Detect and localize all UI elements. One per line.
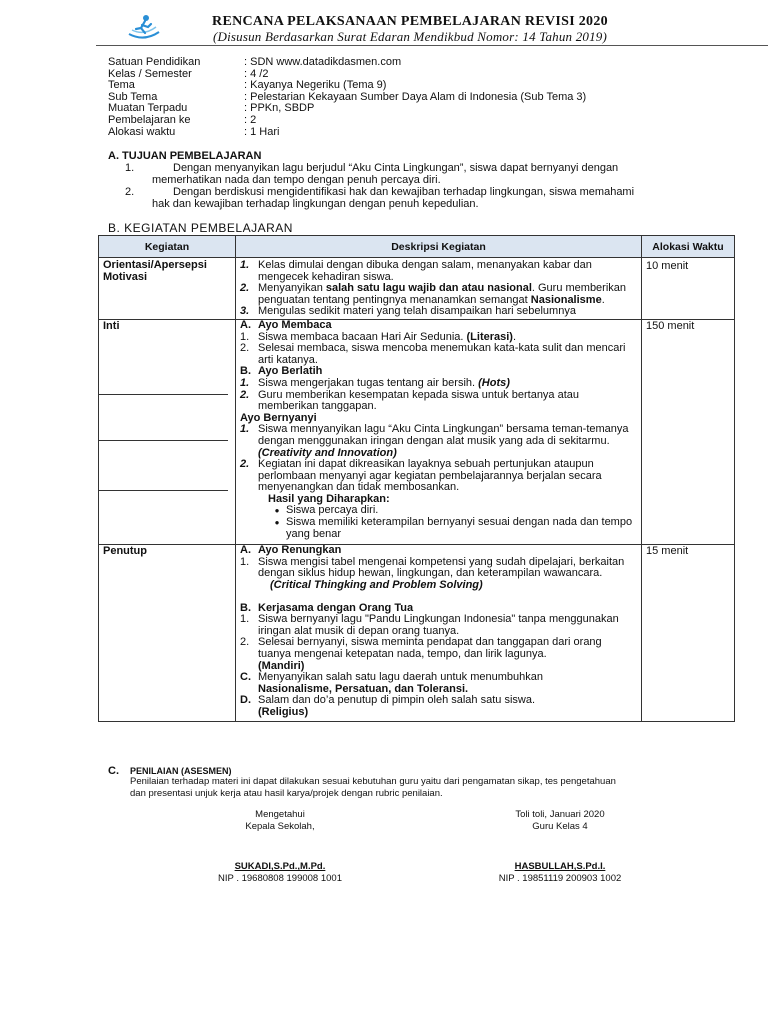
identity-row [108,127,586,139]
identity-row [108,57,586,69]
text-segment: Menyanyikan [258,282,326,295]
list-text [258,424,637,459]
activities-heading: B. KEGIATAN PEMBELAJARAN [108,221,293,235]
list-number: D. [240,694,251,707]
text-segment: Siswa mengerjakan tugas tentang air bersih. [258,376,479,389]
identity-label: Pembelajaran ke [108,113,191,126]
expected-results-title: Hasil yang Diharapkan: [268,492,390,505]
identity-value: : 1 Hari [244,125,280,138]
subsection-letter: B. [240,601,251,614]
subsection-letter: B. [240,365,251,378]
list-number: 1. [240,259,250,271]
list-item [240,378,637,390]
text-segment: Salam dan do’a penutup di pimpin oleh salah satu siswa. [258,694,536,707]
table-row [99,258,735,320]
table-divider [98,440,228,441]
subsection-text: Kerjasama dengan Orang Tua [258,601,414,614]
signature-principal [200,809,360,832]
text-segment-bold: (Mandiri) [258,659,305,672]
list-text: Mengulas sedikit materi yang telah disampaikan hari sebelumnya [258,305,576,318]
activity-time: 15 menit [642,545,735,721]
list-item [240,614,637,637]
table-row [99,319,735,544]
activity-description [236,545,642,721]
document-subtitle: (Disusun Berdasarkan Surat Edaran Mendikbud Nomor: 14 Tahun 2019) [212,29,608,44]
list-number: 2. [240,282,250,295]
identity-label: Muatan Terpadu [108,102,188,115]
activity-description [236,258,642,320]
list-item [240,306,637,318]
identity-label: Tema [108,79,135,92]
list-item [240,517,637,544]
identity-value: : SDN www.datadikdasmen.com [244,56,402,68]
subsection-text: Ayo Membaca [258,318,332,331]
identity-value: : 4 /2 [244,67,269,80]
text-segment-bold: (Critical Thingking and Problem Solving) [270,579,483,592]
list-item [240,283,637,306]
list-text: Siswa bernyanyi lagu "Pandu Lingkungan Indonesia" tanpa menggunakan iringan alat musik di depan orang tuanya. [258,613,619,637]
signature-line: Kepala Sekolah, [245,820,315,832]
assessment-letter: C. [108,765,119,777]
list-number: 1. [240,555,250,568]
list-text: Kegiatan ini dapat dikreasikan layaknya sebuah pertunjukan ataupun perlombaan menyanyi agar kegiatan pembelajarannya berjalan secara menyenangkan dan tidak membosankan. [258,458,602,494]
text-segment: . Guru memberikan penguatan tentang pentingnya menanamkan semangat [258,282,627,306]
identity-label: Alokasi waktu [108,125,176,138]
list-text: Kelas dimulai dengan dibuka dengan salam, menanyakan kabar dan mengecek kehadiran siswa. [258,259,592,283]
text-segment-bold: Nasionalisme, Persatuan, dan Toleransi. [258,682,469,695]
objective-number: 2. [125,186,135,198]
subsection-letter: A. [240,544,251,557]
signature-teacher [480,809,640,832]
assessment-text [130,776,730,799]
text-segment-bold: Nasionalisme [530,293,602,306]
list-text [258,283,637,306]
objective-text-line1: Dengan berdiskusi mengidentifikasi hak dan kewajiban terhadap lingkungan, siswa memahami [173,186,635,198]
objective-text-line2: memerhatikan nada dan tempo dengan penuh percaya diri. [152,174,441,186]
bullet-icon: ● [274,518,280,528]
list-number: 2. [240,342,250,355]
list-item [240,390,637,413]
list-number: C. [240,671,251,684]
text-segment-bold: salah satu lagu wajib dan atau nasional [325,282,532,295]
text-segment: . [512,330,517,343]
list-number: 2. [240,458,250,471]
bullet-icon: ● [274,506,280,516]
teacher-nip: NIP . 19851119 200903 1002 [498,872,622,884]
identity-block [108,57,586,138]
header-alokasi: Alokasi Waktu [642,236,735,258]
text-segment-bold: (Literasi) [466,330,513,343]
identity-value: : Kayanya Negeriku (Tema 9) [244,79,387,92]
list-text [258,637,637,672]
table-divider [98,490,228,491]
list-text: Siswa percaya diri. [286,504,379,517]
header-divider [96,45,768,46]
signature-line: Guru Kelas 4 [532,820,588,832]
list-item [240,695,637,718]
objective-number: 1. [125,162,135,174]
list-number: 1. [240,376,250,389]
text-segment: Menyanyikan salah satu lagu daerah untuk menumbuhkan [258,671,543,684]
text-segment-bold: (Religius) [258,705,309,718]
document-title: RENCANA PELAKSANAAN PEMBELAJARAN REVISI 2020 [212,14,608,29]
signature-teacher-name-block [470,861,650,884]
table-header-row [99,236,735,258]
objectives-heading: A. TUJUAN PEMBELAJARAN [108,150,262,162]
subsection-text: Ayo Renungkan [258,544,342,557]
text-segment-bold: (Creativity and Innovation) [258,446,397,459]
objective-text-line1: Dengan menyanyikan lagu berjudul “Aku Cinta Lingkungan”, siswa dapat bernyanyi dengan [173,162,619,174]
list-text [258,378,637,390]
assessment-line: Penilaian terhadap materi ini dapat dilakukan sesuai kebutuhan guru yaitu dari pengamatan sikap, tes pengetahuan [130,776,616,787]
objective-item [125,162,718,186]
activity-name: Inti [99,319,236,544]
identity-value: : Pelestarian Kekayaan Sumber Daya Alam di Indonesia (Sub Tema 3) [244,90,587,103]
list-number: 2. [240,636,250,649]
identity-label: Sub Tema [108,90,158,103]
list-number: 1. [240,613,250,626]
list-text: Guru memberikan kesempatan kepada siswa untuk bertanya atau memberikan tanggapan. [258,388,580,413]
list-item [240,459,637,494]
list-item [240,637,637,672]
signature-line: Toli toli, Januari 2020 [515,809,605,820]
list-text [258,672,637,695]
list-text: Siswa mengisi tabel mengenai kompetensi yang sudah dipelajari, berkaitan dengan siklus hidup hewan, lingkungan, dan keterampilan wawancara. [258,555,625,580]
list-item [240,672,637,695]
principal-name: SUKADI,S.Pd.,M.Pd. [234,861,326,872]
list-number: 3. [240,305,250,318]
list-number: 2. [240,388,250,401]
assessment-title: PENILAIAN (ASESMEN) [130,766,232,776]
identity-label: Kelas / Semester [108,67,192,80]
list-item [240,424,637,459]
identity-row [108,115,586,127]
identity-label: Satuan Pendidikan [108,56,201,68]
activity-time: 150 menit [642,319,735,544]
list-item [240,343,637,366]
list-text: Selesai membaca, siswa mencoba menemukan kata-kata sulit dan mencari arti katanya. [258,342,626,366]
header-deskripsi: Deskripsi Kegiatan [236,236,642,258]
list-number: 1. [240,330,250,343]
text-segment: Siswa mennyanyikan lagu “Aku Cinta Lingkungan” bersama teman-temanya dengan menggunakan iringan dengan alat musik yang ada di sekitarmu. [258,423,629,447]
list-text: Siswa memiliki keterampilan bernyanyi sesuai dengan nada dan tempo yang benar [286,516,633,540]
identity-value: : 2 [244,113,257,126]
objective-text-line2: hak dan kewajiban terhadap lingkungan dengan penuh kepedulian. [152,198,479,210]
text-segment: Selesai bernyanyi, siswa meminta pendapat dan tanggapan dari orang tuanya mengenai ketepatan nada, tempo, dan lirik lagunya. [258,636,602,660]
subsection-text: Ayo Berlatih [258,365,323,378]
subsection-title: Ayo Bernyanyi [240,411,317,424]
signature-line: Mengetahui [255,809,305,820]
signature-principal-name-block [190,861,370,884]
activity-name: Orientasi/Apersepsi Motivasi [99,258,236,320]
activities-table [98,235,735,722]
text-segment-bold: (Hots) [478,376,510,389]
header-kegiatan: Kegiatan [99,236,236,258]
identity-value: : PPKn, SBDP [244,102,315,115]
table-row [99,545,735,721]
text-segment: . [601,293,605,306]
text-segment: Siswa membaca bacaan Hari Air Sedunia. [258,330,467,343]
list-item [240,557,637,580]
principal-nip: NIP . 19680808 199008 1001 [218,872,342,884]
activity-name: Penutup [99,545,236,721]
activity-time: 10 menit [642,258,735,320]
assessment-line: dan presentasi unjuk kerja atau hasil karya/projek dengan rubric penilaian. [130,787,443,799]
objective-item [125,186,718,210]
table-divider [98,394,228,395]
list-text [258,695,637,718]
teacher-name: HASBULLAH,S.Pd.I. [514,861,606,872]
subsection-letter: A. [240,318,251,331]
list-item [240,260,637,283]
list-number: 1. [240,423,250,436]
activity-description [236,319,642,544]
